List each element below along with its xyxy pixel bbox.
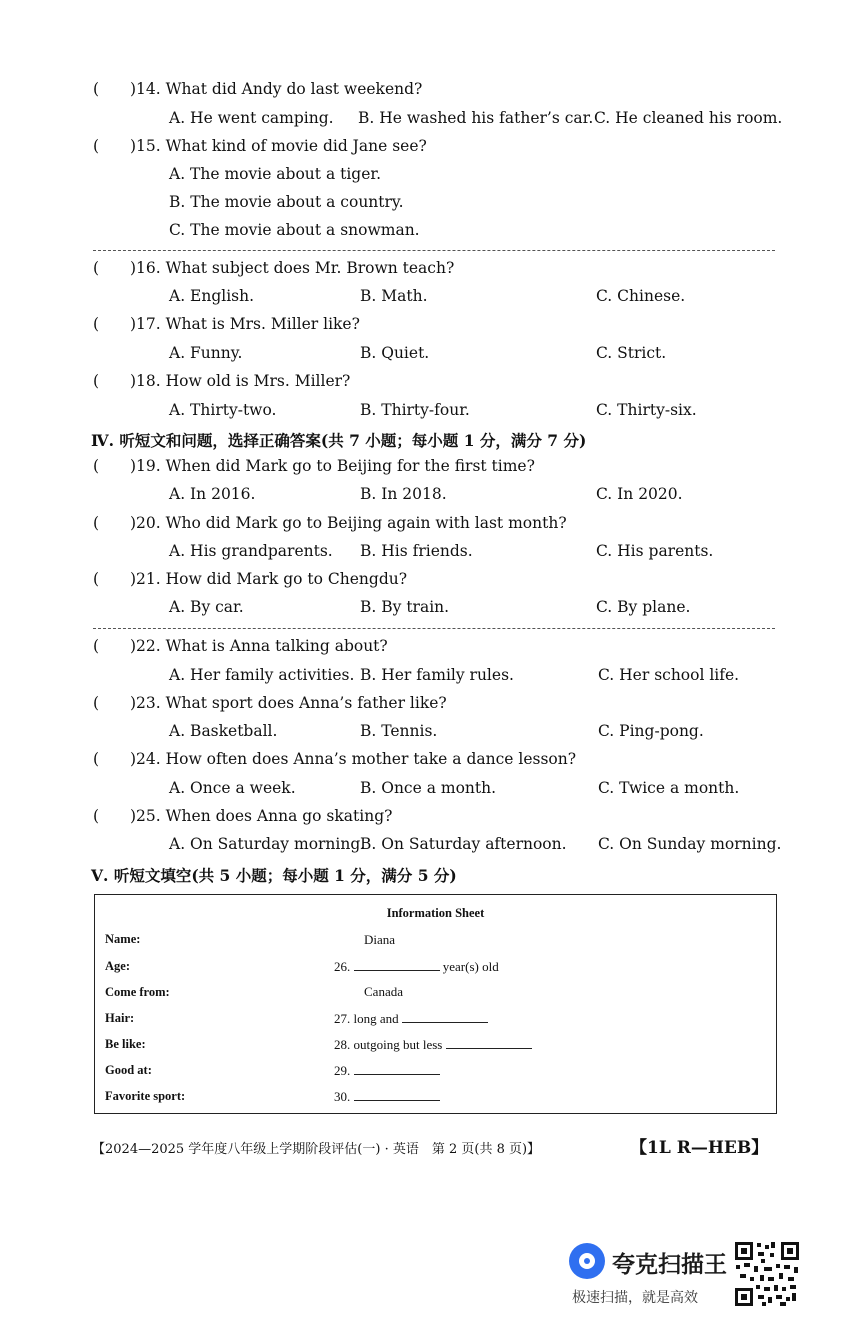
option-b: B. The movie about a country.	[169, 193, 404, 211]
option-b: B. Her family rules.	[360, 666, 514, 684]
question-text: )20. Who did Mark go to Beijing again with last month?	[130, 514, 567, 532]
option-b: B. Math.	[360, 287, 428, 305]
answer-paren: (	[93, 570, 100, 588]
blank-number: 30.	[334, 1089, 351, 1104]
question-text: )22. What is Anna talking about?	[130, 637, 388, 655]
option-a: A. The movie about a tiger.	[169, 165, 382, 183]
option-c: C. Chinese.	[596, 287, 686, 305]
answer-paren: (	[93, 372, 100, 390]
blank-number: 29.	[334, 1063, 351, 1078]
option-b: B. Tennis.	[360, 722, 438, 740]
option-b: B. Quiet.	[360, 344, 430, 362]
section-4-heading: Ⅳ. 听短文和问题，选择正确答案(共 7 小题；每小题 1 分，满分 7 分)	[91, 431, 587, 450]
row-label-be-like: Be like:	[105, 1037, 146, 1051]
dashed-divider	[93, 628, 775, 629]
blank-line-28[interactable]	[446, 1036, 532, 1049]
row-label-age: Age:	[105, 959, 130, 973]
scanner-logo-icon	[569, 1243, 605, 1279]
option-c: C. In 2020.	[596, 485, 683, 503]
option-a: A. His grandparents.	[169, 542, 333, 560]
answer-paren: (	[93, 750, 100, 768]
row-label-good-at: Good at:	[105, 1063, 152, 1077]
option-c: C. Ping-pong.	[598, 722, 704, 740]
row-label-name: Name:	[105, 932, 141, 946]
option-a: A. Thirty-two.	[169, 401, 277, 419]
option-c: C. Strict.	[596, 344, 667, 362]
option-b: B. By train.	[360, 598, 450, 616]
row-value-come-from: Canada	[364, 984, 403, 999]
row-label-come-from: Come from:	[105, 985, 170, 999]
row-label-favorite-sport: Favorite sport:	[105, 1089, 186, 1103]
question-text: )17. What is Mrs. Miller like?	[130, 315, 360, 333]
blank-prefix: 28. outgoing but less	[334, 1037, 443, 1052]
blank-number: 26.	[334, 959, 351, 974]
question-text: )15. What kind of movie did Jane see?	[130, 137, 427, 155]
qr-code-icon	[734, 1241, 800, 1307]
option-c: C. Thirty-six.	[596, 401, 697, 419]
option-c: C. By plane.	[596, 598, 691, 616]
row-value-favorite-sport	[334, 1088, 440, 1105]
question-text: )25. When does Anna go skating?	[130, 807, 393, 825]
paper-code: 【1L R—HEB】	[630, 1138, 769, 1158]
answer-paren: (	[93, 137, 100, 155]
blank-suffix: year(s) old	[442, 959, 499, 974]
answer-paren: (	[93, 457, 100, 475]
answer-paren: (	[93, 259, 100, 277]
option-b: B. Thirty-four.	[360, 401, 470, 419]
page-footer: 【2024—2025 学年度八年级上学期阶段评估(一) · 英语 第 2 页(共 8 页)】	[92, 1142, 541, 1157]
answer-paren: (	[93, 80, 100, 98]
option-a: A. Once a week.	[169, 779, 296, 797]
option-b: B. His friends.	[360, 542, 473, 560]
answer-paren: (	[93, 694, 100, 712]
information-sheet	[94, 894, 777, 1114]
question-text: )14. What did Andy do last weekend?	[130, 80, 423, 98]
question-text: )19. When did Mark go to Beijing for the first time?	[130, 457, 535, 475]
answer-paren: (	[93, 514, 100, 532]
option-a: A. In 2016.	[169, 485, 256, 503]
option-a: A. Basketball.	[169, 722, 278, 740]
blank-line-29[interactable]	[354, 1062, 440, 1075]
row-value-be-like	[334, 1036, 532, 1053]
answer-paren: (	[93, 637, 100, 655]
row-value-hair	[334, 1010, 488, 1027]
question-text: )21. How did Mark go to Chengdu?	[130, 570, 408, 588]
answer-paren: (	[93, 315, 100, 333]
option-c: C. The movie about a snowman.	[169, 221, 420, 239]
row-value-name: Diana	[364, 932, 396, 947]
row-label-hair: Hair:	[105, 1011, 135, 1025]
blank-prefix: 27. long and	[334, 1011, 399, 1026]
question-text: )23. What sport does Anna’s father like?	[130, 694, 447, 712]
option-b: B. He washed his father’s car.	[358, 109, 594, 127]
option-a: A. Funny.	[169, 344, 243, 362]
blank-line-27[interactable]	[402, 1010, 488, 1023]
option-b: B. In 2018.	[360, 485, 447, 503]
dashed-divider	[93, 250, 775, 251]
row-value-age	[334, 958, 499, 975]
scanner-slogan: 极速扫描，就是高效	[572, 1290, 698, 1306]
row-value-good-at	[334, 1062, 440, 1079]
option-a: A. He went camping.	[169, 109, 334, 127]
option-b: B. On Saturday afternoon.	[360, 835, 567, 853]
option-c: C. On Sunday morning.	[598, 835, 782, 853]
question-text: )24. How often does Anna’s mother take a dance lesson?	[130, 750, 577, 768]
option-a: A. On Saturday morning.	[169, 835, 366, 853]
scanner-brand: 夸克扫描王	[612, 1252, 727, 1278]
sheet-title: Information Sheet	[386, 906, 485, 920]
option-c: C. Twice a month.	[598, 779, 740, 797]
option-b: B. Once a month.	[360, 779, 497, 797]
option-a: A. Her family activities.	[169, 666, 355, 684]
blank-line-26[interactable]	[354, 958, 440, 971]
section-5-heading: Ⅴ. 听短文填空(共 5 小题；每小题 1 分，满分 5 分)	[91, 866, 457, 885]
option-a: A. English.	[169, 287, 255, 305]
option-c: C. Her school life.	[598, 666, 740, 684]
option-c: C. His parents.	[596, 542, 714, 560]
question-text: )18. How old is Mrs. Miller?	[130, 372, 351, 390]
question-text: )16. What subject does Mr. Brown teach?	[130, 259, 455, 277]
answer-paren: (	[93, 807, 100, 825]
blank-line-30[interactable]	[354, 1088, 440, 1101]
option-a: A. By car.	[169, 598, 244, 616]
option-c: C. He cleaned his room.	[594, 109, 783, 127]
